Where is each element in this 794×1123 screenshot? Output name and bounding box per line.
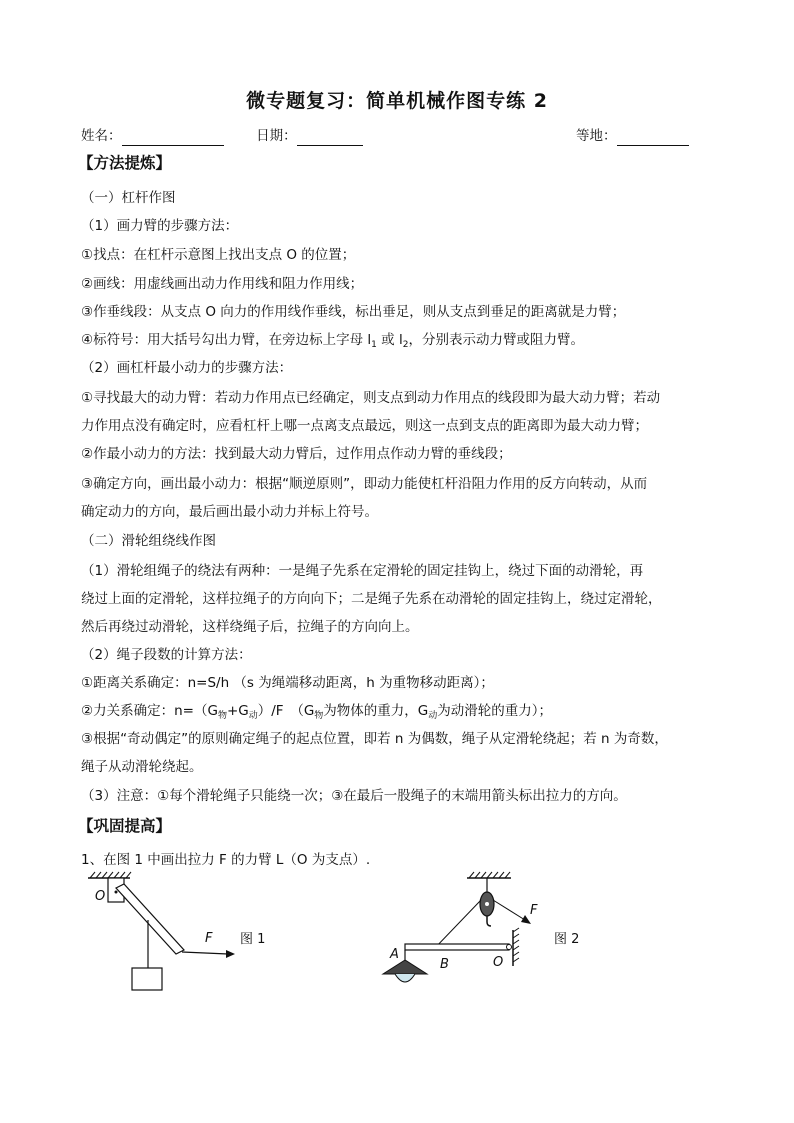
info-row [81, 126, 363, 146]
calc2-sub1: 物 [217, 711, 227, 721]
lever-min1a: ①寻找最大的动力臂：若动力作用点已经确定，则支点到动力作用点的线段即为最大动力臂；若动 [81, 390, 661, 406]
lever-step3: ③作垂线段：从支点 O 向力的作用线作垂线，标出垂足，则从支点到垂足的距离就是力臂； [81, 304, 626, 320]
section-heading-method: 【方法提炼】 [78, 154, 172, 172]
pulley-title: （二）滑轮组绕线作图 [81, 533, 216, 549]
pulley-p1b: 绕过上面的定滑轮，这样拉绳子的方向向下；二是绳子先系在动滑轮的固定挂钩上，绕过定滑轮， [81, 591, 662, 607]
pulley-calc2 [81, 701, 552, 726]
calc2-sub4: 动 [428, 711, 438, 721]
step4-text-b: 或 l [376, 332, 403, 348]
calc2-sub3: 物 [314, 711, 324, 721]
pulley-note: （3）注意：①每个滑轮绳子只能绕一次；③在最后一股绳子的末端用箭头标出拉力的方向。 [81, 788, 627, 804]
fig2-caption: 图 2 [554, 932, 580, 947]
fig2-label-f: F [530, 903, 538, 918]
lever-step2: ②画线：用虚线画出动力作用线和阻力作用线； [81, 276, 364, 292]
calc2-e: 为动滑轮的重力）； [437, 703, 553, 719]
grade-blank[interactable] [617, 129, 689, 146]
pulley-p1a: （1）滑轮组绳子的绕法有两种：一是绳子先系在定滑轮的固定挂钩上，绕过下面的动滑轮，再 [81, 563, 644, 579]
grade-label: 等地： [576, 128, 617, 144]
pulley-p1c: 然后再绕过动滑轮，这样绕绳子后，拉绳子的方向向上。 [81, 619, 419, 635]
page-title: 微专题复习：简单机械作图专练 2 [246, 90, 548, 112]
lever-min1b: 力作用点没有确定时，应看杠杆上哪一点离支点最远，则这一点到支点的距离即为最大动力臂； [81, 418, 648, 434]
pulley-calc1: ①距离关系确定：n=S/h （s 为绳端移动距离，h 为重物移动距离）； [81, 675, 494, 691]
lever-step4 [81, 330, 584, 355]
pulley-p2: （2）绳子段数的计算方法： [81, 647, 252, 663]
fig1-label-f: F [205, 931, 213, 946]
fig2-label-b: B [440, 957, 449, 972]
step4-text-a: ④标符号：用大括号勾出力臂，在旁边标上字母 l [81, 332, 372, 348]
lever-min2: ②作最小动力的方法：找到最大动力臂后，过作用点作动力臂的垂线段； [81, 446, 512, 462]
grade-row [576, 126, 689, 146]
fig1-label-o: O [95, 889, 106, 904]
lever-sub2: （2）画杠杆最小动力的步骤方法： [81, 360, 293, 376]
section-heading-practice: 【巩固提高】 [78, 817, 172, 835]
lever-min3a: ③确定方向，画出最小动力：根据“顺逆原则”，即动力能使杠杆沿阻力作用的反方向转动，从而 [81, 476, 648, 492]
step4-text-c: ，分别表示动力臂或阻力臂。 [408, 332, 584, 348]
step4-sub1: 1 [371, 340, 377, 350]
name-label: 姓名： [81, 128, 122, 144]
pulley-calc3a: ③根据“奇动偶定”的原则确定绳子的起点位置，即若 n 为偶数，绳子从定滑轮绕起；若 n 为奇数， [81, 731, 668, 747]
date-label: 日期： [256, 128, 297, 144]
pulley-calc3b: 绳子从动滑轮绕起。 [81, 759, 203, 775]
lever-title: （一）杠杆作图 [81, 190, 176, 206]
lever-sub1: （1）画力臂的步骤方法： [81, 218, 239, 234]
calc2-b: +G [226, 703, 249, 719]
lever-step1: ①找点：在杠杆示意图上找出支点 O 的位置； [81, 247, 356, 263]
name-blank[interactable] [122, 129, 224, 146]
fig2-label-a: A [390, 947, 399, 962]
fig1-caption: 图 1 [240, 932, 266, 947]
lever-min3b: 确定动力的方向，最后画出最小动力并标上符号。 [81, 504, 378, 520]
calc2-a: ②力关系确定：n=（G [81, 703, 218, 719]
calc2-sub2: 动 [248, 711, 258, 721]
fig2-label-o: O [493, 955, 504, 970]
step4-sub2: 2 [402, 340, 409, 350]
question-1: 1、在图 1 中画出拉力 F 的力臂 L（O 为支点）. [81, 852, 371, 868]
calc2-c: ）/F （G [257, 703, 315, 719]
figure-2-lever-pulley [375, 870, 538, 1000]
date-blank[interactable] [297, 129, 363, 146]
calc2-d: 为物体的重力，G [323, 703, 429, 719]
